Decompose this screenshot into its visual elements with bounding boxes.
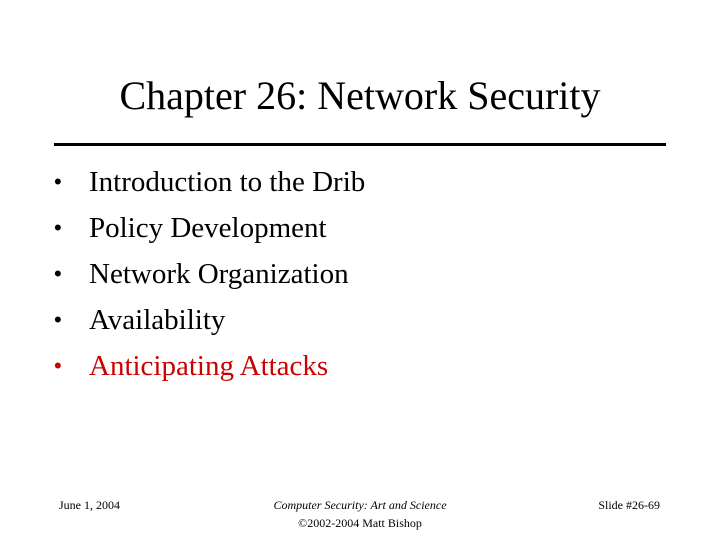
bullet-icon: • xyxy=(54,261,62,286)
bullet-text: Policy Development xyxy=(89,212,327,244)
bullet-icon: • xyxy=(54,307,62,332)
footer-copyright: ©2002-2004 Matt Bishop xyxy=(298,516,422,530)
bullet-icon: • xyxy=(54,215,62,240)
footer-book-title: Computer Security: Art and Science xyxy=(273,498,447,512)
bullet-icon: • xyxy=(54,353,62,378)
bullet-list xyxy=(54,164,365,394)
bullet-text: Introduction to the Drib xyxy=(89,166,366,198)
footer-credits xyxy=(210,496,510,532)
bullet-text: Anticipating Attacks xyxy=(89,350,329,382)
bullet-text: Network Organization xyxy=(89,258,349,290)
slide-title: Chapter 26: Network Security xyxy=(119,73,601,118)
bullet-item xyxy=(54,164,365,210)
footer-date: June 1, 2004 xyxy=(59,498,120,512)
bullet-icon: • xyxy=(54,169,62,194)
bullet-item xyxy=(54,210,365,256)
bullet-item xyxy=(54,302,365,348)
bullet-item-highlighted xyxy=(54,348,365,394)
footer-slide-number: Slide #26-69 xyxy=(598,498,660,512)
bullet-item xyxy=(54,256,365,302)
title-divider xyxy=(54,143,666,146)
bullet-text: Availability xyxy=(89,304,226,336)
